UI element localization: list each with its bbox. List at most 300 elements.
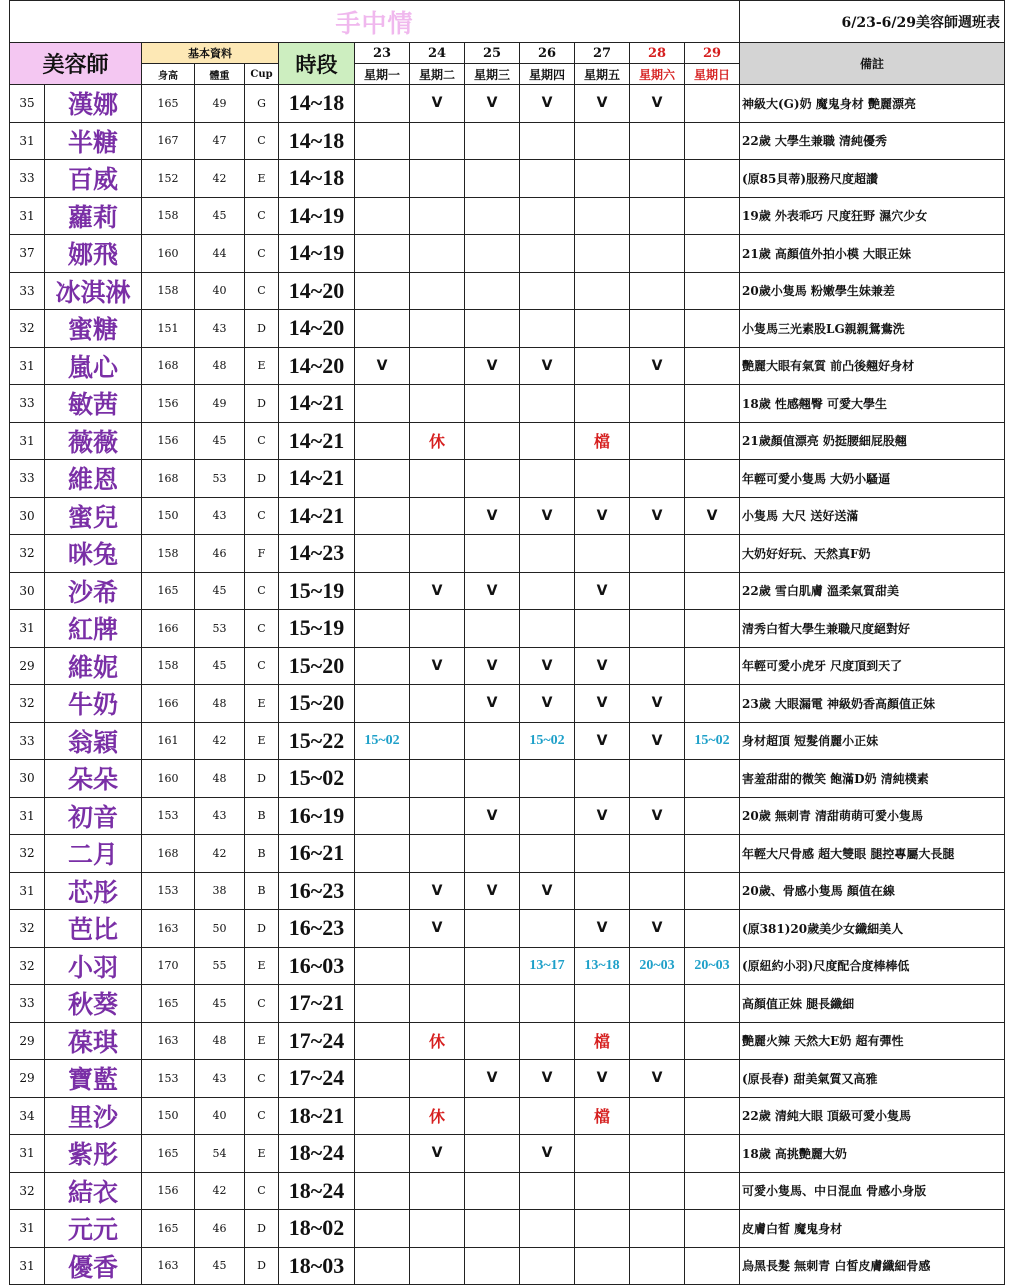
table-row	[10, 610, 1005, 648]
day-cell	[465, 985, 520, 1023]
time-slot-cell: 16~23	[279, 910, 355, 948]
day-cell	[410, 122, 465, 160]
cup-cell: C	[245, 197, 279, 235]
name-cell: 薇薇	[45, 422, 142, 460]
day-cell	[685, 1060, 740, 1098]
cup-cell: E	[245, 160, 279, 198]
time-slot-cell: 14~20	[279, 347, 355, 385]
day-cell	[520, 1247, 575, 1285]
date-header: 25	[465, 43, 520, 64]
age-cell: 30	[10, 760, 45, 798]
day-cell: V	[410, 872, 465, 910]
day-cell	[630, 1210, 685, 1248]
day-cell: 20~03	[685, 947, 740, 985]
name-cell: 冰淇淋	[45, 272, 142, 310]
day-cell: V	[630, 722, 685, 760]
age-cell: 32	[10, 685, 45, 723]
day-cell	[520, 610, 575, 648]
day-cell: 15~02	[685, 722, 740, 760]
note-cell: (原長春) 甜美氣質又高雅	[740, 1060, 1005, 1098]
day-cell	[355, 385, 410, 423]
day-cell	[410, 835, 465, 873]
note-cell: 19歲 外表乖巧 尺度狂野 濕穴少女	[740, 197, 1005, 235]
time-slot-cell: 14~18	[279, 122, 355, 160]
note-cell: 烏黑長髮 無刺青 白皙皮膚纖細骨感	[740, 1247, 1005, 1285]
time-slot-cell: 14~21	[279, 385, 355, 423]
name-cell: 牛奶	[45, 685, 142, 723]
cup-cell: E	[245, 1135, 279, 1173]
period-header: 時段	[279, 43, 355, 85]
weight-cell: 43	[195, 797, 245, 835]
day-cell	[465, 1247, 520, 1285]
day-cell	[355, 535, 410, 573]
note-cell: (原381)20歲美少女纖細美人	[740, 910, 1005, 948]
day-cell: V	[575, 85, 630, 123]
day-cell	[355, 160, 410, 198]
weekday-header: 星期六	[630, 64, 685, 85]
day-cell: V	[630, 685, 685, 723]
note-cell: 艷麗大眼有氣質 前凸後翹好身材	[740, 347, 1005, 385]
cup-cell: B	[245, 797, 279, 835]
weight-cell: 48	[195, 760, 245, 798]
day-cell	[355, 910, 410, 948]
age-cell: 32	[10, 910, 45, 948]
name-cell: 敏茜	[45, 385, 142, 423]
name-cell: 結衣	[45, 1172, 142, 1210]
note-cell: 皮膚白皙 魔鬼身材	[740, 1210, 1005, 1248]
time-slot-cell: 17~24	[279, 1022, 355, 1060]
name-cell: 咪兔	[45, 535, 142, 573]
name-cell: 小羽	[45, 947, 142, 985]
day-cell	[465, 122, 520, 160]
height-cell: 153	[142, 872, 195, 910]
day-cell	[410, 947, 465, 985]
table-row	[10, 1135, 1005, 1173]
day-cell	[685, 160, 740, 198]
day-cell: V	[630, 797, 685, 835]
day-cell: V	[575, 647, 630, 685]
weight-cell: 40	[195, 1097, 245, 1135]
height-cell: 167	[142, 122, 195, 160]
age-cell: 29	[10, 647, 45, 685]
height-cell: 150	[142, 1097, 195, 1135]
weight-cell: 50	[195, 910, 245, 948]
schedule-body	[10, 85, 1005, 1285]
day-cell	[575, 310, 630, 348]
day-cell: V	[410, 572, 465, 610]
day-cell	[520, 310, 575, 348]
weight-cell: 46	[195, 1210, 245, 1248]
day-cell	[465, 835, 520, 873]
name-cell: 芯彤	[45, 872, 142, 910]
age-cell: 37	[10, 235, 45, 273]
day-cell	[630, 197, 685, 235]
day-cell	[410, 347, 465, 385]
time-slot-cell: 14~18	[279, 85, 355, 123]
note-cell: 神級大(G)奶 魔鬼身材 艷麗漂亮	[740, 85, 1005, 123]
weekday-header: 星期五	[575, 64, 630, 85]
day-cell	[630, 535, 685, 573]
date-header: 27	[575, 43, 630, 64]
day-cell: V	[575, 722, 630, 760]
table-row	[10, 1097, 1005, 1135]
day-cell	[465, 1172, 520, 1210]
age-cell: 31	[10, 797, 45, 835]
time-slot-cell: 14~19	[279, 197, 355, 235]
cup-cell: D	[245, 910, 279, 948]
height-cell: 168	[142, 835, 195, 873]
day-cell	[355, 947, 410, 985]
day-cell	[410, 460, 465, 498]
brand-title: 手中情	[10, 1, 740, 43]
table-row	[10, 385, 1005, 423]
day-cell	[465, 760, 520, 798]
day-cell: V	[630, 347, 685, 385]
day-cell	[630, 835, 685, 873]
day-cell	[410, 160, 465, 198]
name-cell: 蘿莉	[45, 197, 142, 235]
day-cell: V	[410, 85, 465, 123]
day-cell	[355, 797, 410, 835]
day-cell	[355, 685, 410, 723]
day-cell: V	[575, 572, 630, 610]
day-cell: V	[465, 872, 520, 910]
day-cell	[575, 835, 630, 873]
cup-cell: D	[245, 310, 279, 348]
weekday-header: 星期三	[465, 64, 520, 85]
day-cell: V	[575, 1060, 630, 1098]
height-header: 身高	[142, 64, 195, 85]
day-cell	[355, 1172, 410, 1210]
cup-cell: C	[245, 272, 279, 310]
name-cell: 葆琪	[45, 1022, 142, 1060]
height-cell: 158	[142, 535, 195, 573]
day-cell	[465, 235, 520, 273]
note-cell: (原85貝蒂)服務尺度超讚	[740, 160, 1005, 198]
day-cell	[520, 910, 575, 948]
table-row	[10, 197, 1005, 235]
note-cell: 清秀白皙大學生兼職尺度絕對好	[740, 610, 1005, 648]
table-row	[10, 985, 1005, 1023]
day-cell	[685, 235, 740, 273]
time-slot-cell: 15~20	[279, 647, 355, 685]
cup-cell: C	[245, 1060, 279, 1098]
day-cell	[465, 722, 520, 760]
day-cell	[630, 872, 685, 910]
age-cell: 31	[10, 1247, 45, 1285]
cup-cell: C	[245, 422, 279, 460]
day-cell	[685, 910, 740, 948]
cup-cell: D	[245, 460, 279, 498]
height-cell: 165	[142, 1135, 195, 1173]
table-row	[10, 1210, 1005, 1248]
name-cell: 維妮	[45, 647, 142, 685]
day-cell	[465, 1135, 520, 1173]
age-cell: 33	[10, 385, 45, 423]
height-cell: 156	[142, 385, 195, 423]
day-cell	[685, 1247, 740, 1285]
day-cell	[520, 535, 575, 573]
note-cell: 高顏值正妹 腿長纖細	[740, 985, 1005, 1023]
age-cell: 32	[10, 835, 45, 873]
day-cell	[355, 1060, 410, 1098]
day-cell	[355, 497, 410, 535]
note-cell: 20歲小隻馬 粉嫩學生妹兼差	[740, 272, 1005, 310]
time-slot-cell: 18~03	[279, 1247, 355, 1285]
age-cell: 32	[10, 310, 45, 348]
height-cell: 165	[142, 572, 195, 610]
table-row	[10, 760, 1005, 798]
day-cell	[410, 497, 465, 535]
day-cell: V	[465, 572, 520, 610]
table-row	[10, 722, 1005, 760]
day-cell	[685, 610, 740, 648]
height-cell: 153	[142, 797, 195, 835]
day-cell: V	[410, 910, 465, 948]
note-cell: 20歲 無刺青 清甜萌萌可愛小隻馬	[740, 797, 1005, 835]
weight-cell: 54	[195, 1135, 245, 1173]
day-cell	[465, 610, 520, 648]
day-cell: 20~03	[630, 947, 685, 985]
day-cell	[520, 985, 575, 1023]
height-cell: 153	[142, 1060, 195, 1098]
day-cell	[465, 160, 520, 198]
note-cell: 22歲 雪白肌膚 溫柔氣質甜美	[740, 572, 1005, 610]
day-cell	[355, 272, 410, 310]
cup-cell: D	[245, 1247, 279, 1285]
day-cell	[410, 535, 465, 573]
day-cell	[410, 722, 465, 760]
note-cell: 身材超頂 短髮俏麗小正妹	[740, 722, 1005, 760]
table-row	[10, 910, 1005, 948]
name-cell: 紅牌	[45, 610, 142, 648]
day-cell	[630, 572, 685, 610]
height-cell: 158	[142, 272, 195, 310]
time-slot-cell: 15~20	[279, 685, 355, 723]
note-cell: 21歲 高顏值外拍小模 大眼正妹	[740, 235, 1005, 273]
day-cell	[575, 460, 630, 498]
cup-cell: B	[245, 835, 279, 873]
day-cell	[685, 572, 740, 610]
name-cell: 蜜兒	[45, 497, 142, 535]
height-cell: 160	[142, 235, 195, 273]
cup-cell: C	[245, 1097, 279, 1135]
age-cell: 32	[10, 535, 45, 573]
time-slot-cell: 14~19	[279, 235, 355, 273]
day-cell	[630, 235, 685, 273]
day-cell: V	[520, 347, 575, 385]
day-cell: V	[520, 1060, 575, 1098]
cup-cell: E	[245, 1022, 279, 1060]
table-row	[10, 497, 1005, 535]
weight-cell: 48	[195, 685, 245, 723]
day-cell	[685, 647, 740, 685]
name-cell: 嵐心	[45, 347, 142, 385]
day-cell	[520, 572, 575, 610]
day-cell	[355, 1022, 410, 1060]
age-cell: 31	[10, 1135, 45, 1173]
day-cell	[630, 610, 685, 648]
day-cell	[630, 122, 685, 160]
cup-cell: C	[245, 1172, 279, 1210]
basic-info-header: 基本資料	[142, 43, 279, 64]
day-cell	[685, 1022, 740, 1060]
age-cell: 33	[10, 460, 45, 498]
weight-cell: 46	[195, 535, 245, 573]
table-row	[10, 535, 1005, 573]
day-cell	[355, 572, 410, 610]
name-cell: 維恩	[45, 460, 142, 498]
day-cell	[465, 197, 520, 235]
day-cell: V	[575, 797, 630, 835]
cup-cell: C	[245, 235, 279, 273]
weight-cell: 55	[195, 947, 245, 985]
day-cell	[630, 760, 685, 798]
table-row	[10, 122, 1005, 160]
height-cell: 161	[142, 722, 195, 760]
day-cell: V	[630, 497, 685, 535]
name-cell: 秋葵	[45, 985, 142, 1023]
day-cell	[520, 122, 575, 160]
day-cell	[685, 685, 740, 723]
time-slot-cell: 17~21	[279, 985, 355, 1023]
weight-cell: 45	[195, 1247, 245, 1285]
day-cell	[355, 647, 410, 685]
day-cell	[355, 985, 410, 1023]
table-row	[10, 1247, 1005, 1285]
cup-cell: B	[245, 872, 279, 910]
day-cell	[630, 460, 685, 498]
day-cell	[520, 422, 575, 460]
height-cell: 165	[142, 85, 195, 123]
cup-cell: E	[245, 347, 279, 385]
day-cell: 檔	[575, 1022, 630, 1060]
height-cell: 165	[142, 985, 195, 1023]
time-slot-cell: 15~22	[279, 722, 355, 760]
day-cell	[410, 685, 465, 723]
day-cell	[355, 422, 410, 460]
day-cell: 15~02	[355, 722, 410, 760]
name-cell: 二月	[45, 835, 142, 873]
weight-cell: 49	[195, 85, 245, 123]
weight-cell: 42	[195, 1172, 245, 1210]
day-cell	[465, 272, 520, 310]
note-cell: 23歲 大眼漏電 神級奶香高顏值正妹	[740, 685, 1005, 723]
weight-cell: 48	[195, 347, 245, 385]
day-cell	[575, 347, 630, 385]
table-row	[10, 685, 1005, 723]
name-cell: 初音	[45, 797, 142, 835]
day-cell	[685, 385, 740, 423]
height-cell: 158	[142, 197, 195, 235]
height-cell: 163	[142, 1247, 195, 1285]
name-cell: 寶藍	[45, 1060, 142, 1098]
note-cell: 18歲 高挑艷麗大奶	[740, 1135, 1005, 1173]
day-cell	[410, 1060, 465, 1098]
table-row	[10, 272, 1005, 310]
note-cell: 艷麗火辣 天然大E奶 超有彈性	[740, 1022, 1005, 1060]
weekday-header: 星期日	[685, 64, 740, 85]
table-row	[10, 85, 1005, 123]
note-cell: 小隻馬三光素股LG親親鴛鴦洗	[740, 310, 1005, 348]
age-cell: 33	[10, 160, 45, 198]
day-cell	[685, 272, 740, 310]
table-row	[10, 1172, 1005, 1210]
day-cell: 休	[410, 422, 465, 460]
cup-cell: C	[245, 497, 279, 535]
weekday-header: 星期二	[410, 64, 465, 85]
day-cell	[465, 422, 520, 460]
time-slot-cell: 14~20	[279, 272, 355, 310]
time-slot-cell: 14~23	[279, 535, 355, 573]
day-cell	[685, 460, 740, 498]
time-slot-cell: 14~21	[279, 422, 355, 460]
weight-cell: 53	[195, 610, 245, 648]
cup-cell: E	[245, 722, 279, 760]
day-cell	[465, 385, 520, 423]
note-cell: 大奶好好玩、天然真F奶	[740, 535, 1005, 573]
name-cell: 半糖	[45, 122, 142, 160]
day-cell	[410, 197, 465, 235]
age-cell: 31	[10, 122, 45, 160]
table-row	[10, 872, 1005, 910]
cup-cell: F	[245, 535, 279, 573]
height-cell: 165	[142, 1210, 195, 1248]
day-cell	[410, 1247, 465, 1285]
name-cell: 蜜糖	[45, 310, 142, 348]
note-cell: 年輕大尺骨感 超大雙眼 腿控專屬大長腿	[740, 835, 1005, 873]
time-slot-cell: 16~03	[279, 947, 355, 985]
day-cell	[685, 122, 740, 160]
time-slot-cell: 15~19	[279, 610, 355, 648]
day-cell	[355, 1210, 410, 1248]
day-cell: V	[355, 347, 410, 385]
weight-cell: 45	[195, 197, 245, 235]
weight-header: 體重	[195, 64, 245, 85]
table-row	[10, 160, 1005, 198]
table-row	[10, 835, 1005, 873]
date-header: 28	[630, 43, 685, 64]
weight-cell: 38	[195, 872, 245, 910]
weekday-header: 星期四	[520, 64, 575, 85]
day-cell	[685, 197, 740, 235]
weight-cell: 42	[195, 835, 245, 873]
day-cell	[410, 1210, 465, 1248]
weight-cell: 43	[195, 497, 245, 535]
day-cell	[630, 272, 685, 310]
day-cell: 13~17	[520, 947, 575, 985]
time-slot-cell: 18~21	[279, 1097, 355, 1135]
day-cell: 檔	[575, 422, 630, 460]
day-cell: 休	[410, 1097, 465, 1135]
day-cell	[630, 1172, 685, 1210]
title-row	[10, 1, 1005, 43]
day-cell	[630, 647, 685, 685]
day-cell: 檔	[575, 1097, 630, 1135]
weight-cell: 45	[195, 985, 245, 1023]
day-cell	[575, 1247, 630, 1285]
height-cell: 163	[142, 910, 195, 948]
age-cell: 31	[10, 422, 45, 460]
day-cell: V	[520, 1135, 575, 1173]
cup-cell: C	[245, 610, 279, 648]
day-cell	[355, 1097, 410, 1135]
day-cell	[355, 122, 410, 160]
note-cell: 小隻馬 大尺 送好送滿	[740, 497, 1005, 535]
age-cell: 33	[10, 985, 45, 1023]
day-cell	[355, 610, 410, 648]
day-cell	[355, 760, 410, 798]
